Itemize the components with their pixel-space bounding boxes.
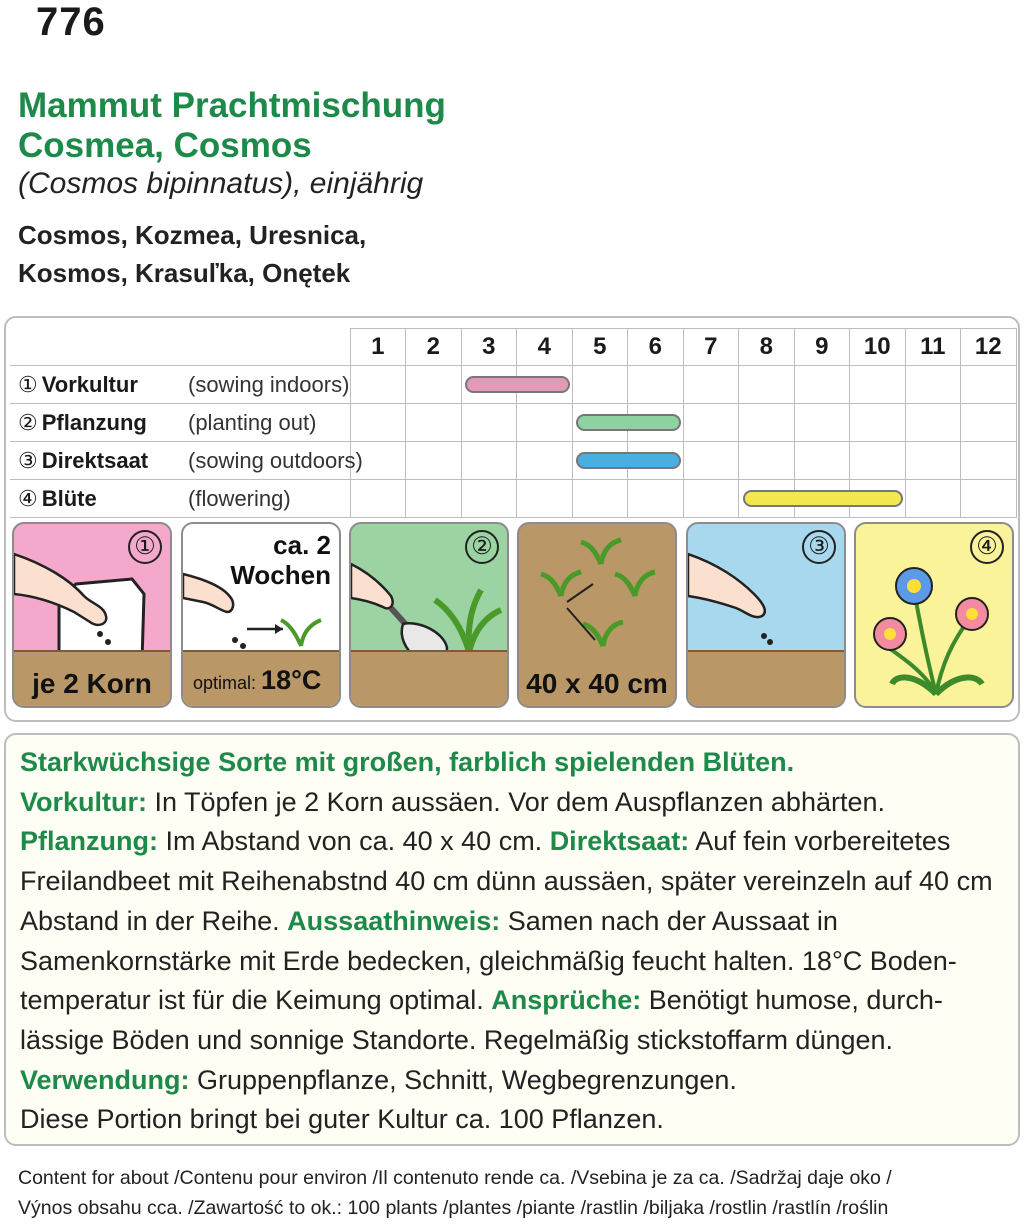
optimal-temperature xyxy=(193,665,321,696)
row-label-de: Vorkultur xyxy=(41,372,138,397)
step-2-number: ② xyxy=(18,410,38,435)
step-1-number: ① xyxy=(18,372,38,397)
optimal-label: optimal: xyxy=(193,673,257,693)
month-3: 3 xyxy=(461,329,517,366)
month-6: 6 xyxy=(628,329,684,366)
title-block xyxy=(18,86,446,292)
annual-note: , einjährig xyxy=(293,167,424,200)
calendar-bar-3 xyxy=(576,452,681,469)
ansprueche-text: Benötigt humose, durch-lässige Böden und sonnige Standorte. Regelmäßig stickstoffarm düngen. xyxy=(20,985,943,1055)
latin-binomial: (Cosmos bipinnatus) xyxy=(18,167,294,200)
description-box xyxy=(4,733,1020,1146)
spacing-label: 40 x 40 cm xyxy=(526,668,668,699)
temperature-value: 18°C xyxy=(261,665,322,695)
direktsaat-label: Direktsaat: xyxy=(549,826,690,857)
panel-planting-out xyxy=(349,522,509,708)
month-7: 7 xyxy=(683,329,739,366)
verwendung-text: Gruppenpflanze, Schnitt, Wegbegrenzungen. xyxy=(189,1064,737,1095)
panel-germination xyxy=(181,522,341,708)
translated-names xyxy=(18,216,446,292)
step-4-badge: ④ xyxy=(970,530,1004,564)
calendar-bar-1 xyxy=(465,376,570,393)
step-3-number: ③ xyxy=(18,448,38,473)
portion-text: Diese Portion bringt bei guter Kultur ca. 100 Pflanzen. xyxy=(20,1104,664,1135)
seeds-per-pot-label: je 2 Korn xyxy=(32,668,152,699)
translated-names-line2: Kosmos, Krasuľka, Onętek xyxy=(18,258,351,288)
month-12: 12 xyxy=(961,329,1017,366)
product-species: Cosmea, Cosmos xyxy=(18,126,312,165)
aussaathinweis-text: Samen nach der Aussaat in Samenkornstärke mit Erde bedecken, gleichmäßig feucht halten. 18°C Boden-temperatur ist für die Keimung optimal. xyxy=(20,905,957,1016)
pflanzung-text: Im Abstand von ca. 40 x 40 cm. xyxy=(157,826,550,857)
calendar-bar-2 xyxy=(576,414,681,431)
month-5: 5 xyxy=(572,329,628,366)
step-1-badge: ① xyxy=(128,530,162,564)
footer-line2: Výnos obsahu cca. /Zawartość to ok.: 100 plants /plantes /piante /rastlin /biljaka /rostlin /rastlín /roślin xyxy=(18,1197,889,1219)
description-paragraph xyxy=(20,783,1004,1140)
description-text xyxy=(20,743,1004,1140)
germination-time xyxy=(230,530,331,590)
germination-time-line1: ca. 2 xyxy=(273,530,331,560)
row-label-de: Direktsaat xyxy=(41,448,149,473)
month-1: 1 xyxy=(350,329,406,366)
panel-flowering xyxy=(854,522,1014,708)
soil xyxy=(688,650,844,706)
ansprueche-label: Ansprüche: xyxy=(491,985,642,1016)
variety-headline: Starkwüchsige Sorte mit großen, farblich spielenden Blüten. xyxy=(20,747,795,777)
germination-time-line2: Wochen xyxy=(230,560,331,590)
step-2-badge: ② xyxy=(465,530,499,564)
product-name: Mammut Prachtmischung xyxy=(18,86,446,125)
panel-sowing-indoors xyxy=(12,522,172,708)
latin-name xyxy=(18,166,446,202)
translated-names-line1: Cosmos, Kozmea, Uresnica, xyxy=(18,220,367,250)
row-label-en: (flowering) xyxy=(188,486,291,511)
panel-spacing xyxy=(517,522,677,708)
soil xyxy=(351,650,507,706)
vorkultur-label: Vorkultur: xyxy=(20,786,147,817)
panel-sowing-outdoors xyxy=(686,522,846,708)
month-10: 10 xyxy=(850,329,906,366)
calendar-month-header xyxy=(10,329,1016,366)
product-number: 776 xyxy=(36,0,106,44)
month-9: 9 xyxy=(794,329,850,366)
calendar-row-pflanzung xyxy=(10,404,1016,442)
vorkultur-text: In Töpfen je 2 Korn aussäen. Vor dem Auspflanzen abhärten. xyxy=(147,786,886,817)
aussaathinweis-label: Aussaathinweis: xyxy=(287,905,501,936)
pflanzung-label: Pflanzung: xyxy=(20,826,158,857)
verwendung-label: Verwendung: xyxy=(20,1064,190,1095)
row-label-de: Blüte xyxy=(41,486,97,511)
month-11: 11 xyxy=(905,329,961,366)
row-label-en: (sowing outdoors) xyxy=(188,448,363,473)
direktsaat-text: Auf fein vorbereitetes Freilandbeet mit Reihenabstnd 40 cm dünn aussäen, später vereinzeln auf 40 cm Abstand in der Reihe. xyxy=(20,826,993,936)
footer-line1: Content for about /Contenu pour environ /Il contenuto rende ca. /Vsebina je za ca. /Sadržaj daje oko / xyxy=(18,1167,892,1189)
step-4-number: ④ xyxy=(18,486,38,511)
content-footer xyxy=(18,1163,892,1223)
month-4: 4 xyxy=(517,329,573,366)
row-label-en: (sowing indoors) xyxy=(188,372,350,397)
row-label-en: (planting out) xyxy=(188,410,317,435)
step-3-badge: ③ xyxy=(802,530,836,564)
calendar-bar-4 xyxy=(743,490,904,507)
month-2: 2 xyxy=(406,329,462,366)
calendar-row-direktsaat xyxy=(10,442,1016,480)
month-8: 8 xyxy=(739,329,795,366)
row-label-de: Pflanzung xyxy=(41,410,147,435)
